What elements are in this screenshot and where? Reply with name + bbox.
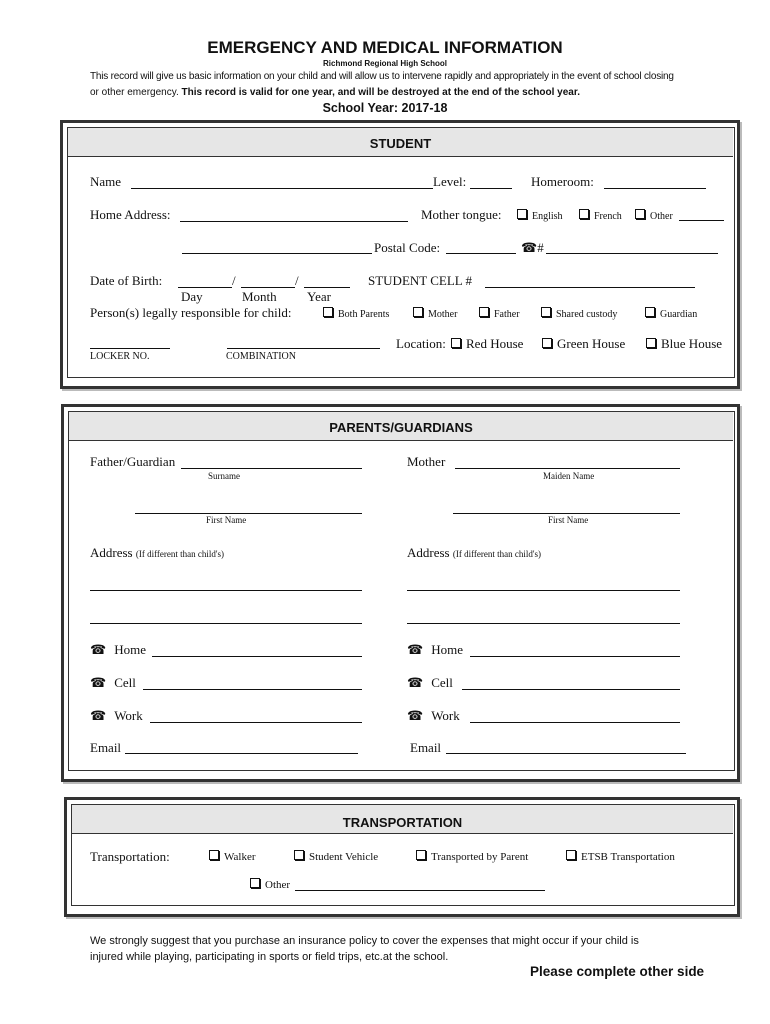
- other-side-note: Please complete other side: [530, 964, 705, 979]
- mother-email-field[interactable]: [446, 753, 686, 754]
- locker-caption: LOCKER NO.: [90, 351, 150, 362]
- insurance-note-1: We strongly suggest that you purchase an insurance policy to cover the expenses that might occur if your child is: [90, 935, 639, 947]
- parents-heading: PARENTS/GUARDIANS: [69, 412, 733, 441]
- checkbox-french[interactable]: French: [579, 209, 622, 222]
- father-cell-field[interactable]: [143, 689, 362, 690]
- checkbox-green-house[interactable]: Green House: [542, 336, 625, 352]
- transportation-label: Transportation:: [90, 849, 170, 864]
- phone-icon: ☎: [521, 240, 538, 255]
- checkbox-icon: [250, 878, 260, 888]
- checkbox-icon: [416, 850, 426, 860]
- checkbox-guardian[interactable]: Guardian: [645, 307, 697, 320]
- intro-line-2: or other emergency. This record is valid for one year, and will be destroyed at the end of the school year.: [90, 87, 580, 98]
- checkbox-both-parents[interactable]: Both Parents: [323, 307, 389, 320]
- father-address-field-1[interactable]: [90, 590, 362, 591]
- dob-label: Date of Birth:: [90, 273, 163, 288]
- location-label: Location:: [396, 336, 446, 351]
- name-label: Name: [90, 174, 122, 189]
- checkbox-icon: [413, 307, 423, 317]
- checkbox-icon: [542, 338, 552, 348]
- dob-year-caption: Year: [307, 289, 331, 304]
- homeroom-label: Homeroom:: [531, 174, 594, 189]
- mother-home-field[interactable]: [470, 656, 680, 657]
- father-address-field-2[interactable]: [90, 623, 362, 624]
- checkbox-shared-custody[interactable]: Shared custody: [541, 307, 617, 320]
- home-phone-label: ☎#: [521, 240, 544, 255]
- dob-year-field[interactable]: [304, 287, 350, 288]
- phone-icon: ☎: [407, 675, 424, 690]
- checkbox-other-language[interactable]: Other: [635, 209, 673, 222]
- phone-icon: ☎: [90, 642, 107, 657]
- father-home-field[interactable]: [152, 656, 362, 657]
- checkbox-transported-by-parent[interactable]: Transported by Parent: [416, 850, 528, 863]
- intro-line-1: This record will give us basic information on your child and will allow us to intervene rapidly and appropriately in the event of school closing: [90, 71, 674, 82]
- checkbox-icon: [541, 307, 551, 317]
- checkbox-blue-house[interactable]: Blue House: [646, 336, 722, 352]
- checkbox-red-house[interactable]: Red House: [451, 336, 523, 352]
- mother-label: Mother: [407, 454, 446, 469]
- checkbox-icon: [294, 850, 304, 860]
- mother-cell-field[interactable]: [462, 689, 680, 690]
- father-work-field[interactable]: [150, 722, 362, 723]
- checkbox-english[interactable]: English: [517, 209, 563, 222]
- name-field[interactable]: [131, 188, 433, 189]
- father-email-label: Email: [90, 740, 122, 755]
- student-cell-label: STUDENT CELL #: [368, 273, 472, 288]
- other-transport-field[interactable]: [295, 890, 545, 891]
- checkbox-icon: [517, 209, 527, 219]
- level-field[interactable]: [470, 188, 512, 189]
- checkbox-icon: [479, 307, 489, 317]
- surname-caption: Surname: [208, 471, 240, 481]
- dob-day-field[interactable]: [178, 287, 232, 288]
- checkbox-etsb[interactable]: ETSB Transportation: [566, 850, 675, 863]
- checkbox-mother[interactable]: Mother: [413, 307, 457, 320]
- postal-code-field[interactable]: [446, 253, 516, 254]
- checkbox-other-transport[interactable]: Other: [250, 878, 290, 891]
- mother-address-field-2[interactable]: [407, 623, 680, 624]
- mother-address-label: Address (If different than child's): [407, 545, 542, 560]
- phone-icon: ☎: [90, 708, 107, 723]
- checkbox-icon: [566, 850, 576, 860]
- student-cell-field[interactable]: [485, 287, 695, 288]
- mother-address-field-1[interactable]: [407, 590, 680, 591]
- level-label: Level:: [433, 174, 467, 189]
- homeroom-field[interactable]: [604, 188, 706, 189]
- father-first-name-caption: First Name: [206, 515, 247, 525]
- responsible-label: Person(s) legally responsible for child:: [90, 305, 292, 320]
- mother-work-label: ☎ Work: [407, 708, 460, 723]
- checkbox-icon: [323, 307, 333, 317]
- checkbox-icon: [645, 307, 655, 317]
- checkbox-icon: [209, 850, 219, 860]
- dob-month-field[interactable]: [241, 287, 295, 288]
- mother-maiden-field[interactable]: [455, 468, 680, 469]
- dob-month-caption: Month: [242, 289, 277, 304]
- other-language-field[interactable]: [679, 220, 724, 221]
- school-name: Richmond Regional High School: [323, 59, 447, 68]
- page-title: EMERGENCY AND MEDICAL INFORMATION: [207, 38, 563, 57]
- transportation-heading: TRANSPORTATION: [72, 805, 733, 834]
- father-address-label: Address (If different than child's): [90, 545, 225, 560]
- home-address-field[interactable]: [180, 221, 408, 222]
- checkbox-icon: [451, 338, 461, 348]
- postal-code-label: Postal Code:: [374, 240, 441, 255]
- mother-tongue-label: Mother tongue:: [421, 207, 502, 222]
- locker-field[interactable]: [90, 348, 170, 349]
- father-email-field[interactable]: [125, 753, 358, 754]
- father-label: Father/Guardian: [90, 454, 176, 469]
- mother-email-label: Email: [410, 740, 442, 755]
- combination-caption: COMBINATION: [226, 351, 296, 362]
- mother-first-name-caption: First Name: [548, 515, 589, 525]
- address-line-2-field[interactable]: [182, 253, 372, 254]
- checkbox-icon: [635, 209, 645, 219]
- checkbox-student-vehicle[interactable]: Student Vehicle: [294, 850, 378, 863]
- checkbox-walker[interactable]: Walker: [209, 850, 256, 863]
- maiden-name-caption: Maiden Name: [543, 471, 595, 481]
- mother-first-name-field[interactable]: [453, 513, 680, 514]
- phone-icon: ☎: [407, 708, 424, 723]
- home-phone-field[interactable]: [546, 253, 718, 254]
- father-home-label: ☎ Home: [90, 642, 146, 657]
- phone-icon: ☎: [90, 675, 107, 690]
- checkbox-father[interactable]: Father: [479, 307, 520, 320]
- school-year: School Year: 2017-18: [322, 101, 448, 115]
- mother-work-field[interactable]: [470, 722, 680, 723]
- father-first-name-field[interactable]: [135, 513, 362, 514]
- home-address-label: Home Address:: [90, 207, 171, 222]
- student-heading: STUDENT: [68, 128, 733, 157]
- insurance-note-2: injured while playing, participating in sports or field trips, etc.at the school.: [90, 951, 449, 963]
- father-surname-field[interactable]: [181, 468, 362, 469]
- combination-field[interactable]: [227, 348, 380, 349]
- father-work-label: ☎ Work: [90, 708, 143, 723]
- dob-day-caption: Day: [181, 289, 203, 304]
- checkbox-icon: [579, 209, 589, 219]
- phone-icon: ☎: [407, 642, 424, 657]
- mother-cell-label: ☎ Cell: [407, 675, 453, 690]
- checkbox-icon: [646, 338, 656, 348]
- father-cell-label: ☎ Cell: [90, 675, 136, 690]
- mother-home-label: ☎ Home: [407, 642, 463, 657]
